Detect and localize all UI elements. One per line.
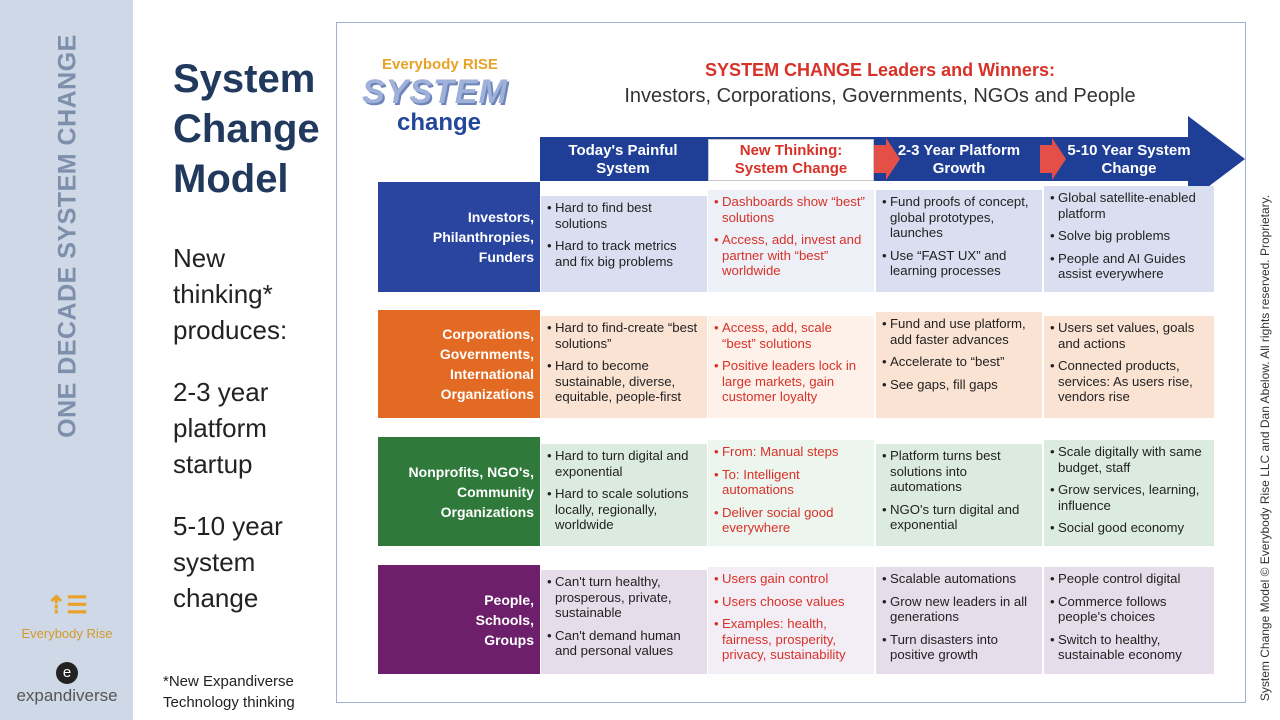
column-header-today xyxy=(540,139,706,181)
cell-people-system-change xyxy=(1044,567,1214,674)
row-label-people: People, Schools, Groups xyxy=(378,565,540,674)
row-label-investors: Investors, Philanthropies, Funders xyxy=(378,182,540,292)
cell-bullet: • Users set values, goals and actions xyxy=(1050,320,1208,351)
text-block-platform-startup xyxy=(173,374,268,482)
text-line: 5-10 year xyxy=(173,511,283,541)
cell-bullet: • Hard to become sustainable, diverse, equitable, people-first xyxy=(547,358,701,405)
cell-bullet: • Grow services, learning, influence xyxy=(1050,482,1208,513)
text-line: system xyxy=(173,547,256,577)
cell-corporations-new-thinking xyxy=(708,316,874,418)
cell-bullet: • Social good economy xyxy=(1050,520,1208,536)
cell-corporations-system-change xyxy=(1044,316,1214,418)
text-line: platform xyxy=(173,413,267,443)
text-line: thinking* xyxy=(173,279,273,309)
cell-bullet: • Deliver social good everywhere xyxy=(714,505,868,536)
expandiverse-logo xyxy=(10,662,124,706)
figure-heading xyxy=(560,60,1200,108)
text-line: produces: xyxy=(173,315,288,345)
cell-bullet: • Grow new leaders in all generations xyxy=(882,594,1036,625)
cell-bullet: • Switch to healthy, sustainable economy xyxy=(1050,632,1208,663)
cell-corporations-today xyxy=(541,316,707,418)
rising-arrows-icon: ⇡☰ xyxy=(46,592,88,619)
footnote-line: Technology thinking xyxy=(163,694,295,711)
copyright-notice: System Change Model © Everybody Rise LLC and Dan Abelow. All rights reserved. Proprietary. xyxy=(1258,194,1272,702)
column-header-text: 5-10 Year System Change xyxy=(1067,142,1191,177)
logo-system-word: SYSTEM xyxy=(362,73,508,111)
cell-bullet: • People control digital xyxy=(1050,571,1208,587)
cell-bullet: • See gaps, fill gaps xyxy=(882,377,1036,393)
heading-leaders: SYSTEM CHANGE Leaders and Winners: xyxy=(705,60,1055,80)
cell-bullet: • NGO's turn digital and exponential xyxy=(882,502,1036,533)
title-line: System xyxy=(173,57,316,101)
cell-people-platform xyxy=(876,567,1042,674)
cell-bullet: • Connected products, services: As users rise, vendors rise xyxy=(1050,358,1208,405)
cell-nonprofits-platform xyxy=(876,444,1042,546)
cell-corporations-platform xyxy=(876,312,1042,418)
cell-bullet: • Users gain control xyxy=(714,571,868,587)
cell-investors-new-thinking xyxy=(708,190,874,292)
text-line: New xyxy=(173,243,226,273)
logo-everybody-rise: Everybody RISE xyxy=(382,56,498,73)
cell-bullet: • Users choose values xyxy=(714,594,868,610)
expandiverse-logo-text: expandiverse xyxy=(16,686,118,705)
cell-bullet: • Use “FAST UX” and learning processes xyxy=(882,248,1036,279)
cell-bullet: • Fund proofs of concept, global prototypes, launches xyxy=(882,194,1036,241)
cell-bullet: • Hard to track metrics and fix big problems xyxy=(547,238,701,269)
cell-bullet: • People and AI Guides assist everywhere xyxy=(1050,251,1208,282)
cell-bullet: • Hard to find-create “best solutions” xyxy=(547,320,701,351)
cell-bullet: • To: Intelligent automations xyxy=(714,467,868,498)
cell-bullet: • Scale digitally with same budget, staff xyxy=(1050,444,1208,475)
cell-people-today xyxy=(541,570,707,674)
logo-change-word: change xyxy=(397,109,482,136)
cell-bullet: • Can't demand human and personal values xyxy=(547,628,701,659)
cell-nonprofits-system-change xyxy=(1044,440,1214,546)
title-line: Model xyxy=(173,157,289,201)
everybody-rise-logo xyxy=(14,592,120,641)
text-line: change xyxy=(173,583,259,613)
everybody-rise-logo-text: Everybody Rise xyxy=(21,626,113,641)
cell-bullet: • Solve big problems xyxy=(1050,228,1208,244)
cell-people-new-thinking xyxy=(708,567,874,674)
cell-bullet: • Can't turn healthy, prosperous, private, sustainable xyxy=(547,574,701,621)
vertical-title: ONE DECADE SYSTEM CHANGE xyxy=(53,34,82,438)
cell-investors-system-change xyxy=(1044,186,1214,292)
cell-bullet: • Access, add, scale “best” solutions xyxy=(714,320,868,351)
cell-bullet: • Turn disasters into positive growth xyxy=(882,632,1036,663)
cell-investors-today xyxy=(541,196,707,292)
cell-nonprofits-new-thinking xyxy=(708,440,874,546)
column-header-new-thinking xyxy=(708,139,874,181)
footnote xyxy=(163,671,295,713)
cell-investors-platform xyxy=(876,190,1042,292)
heading-audiences: Investors, Corporations, Governments, NGOs and People xyxy=(624,85,1136,107)
cell-bullet: • Hard to find best solutions xyxy=(547,200,701,231)
text-block-system-change xyxy=(173,508,283,616)
cell-bullet: • Commerce follows people's choices xyxy=(1050,594,1208,625)
cell-bullet: • Hard to turn digital and exponential xyxy=(547,448,701,479)
cell-bullet: • From: Manual steps xyxy=(714,444,868,460)
cell-bullet: • Accelerate to “best” xyxy=(882,354,1036,370)
page-title xyxy=(173,54,320,204)
column-header-text: Today's Painful System xyxy=(568,142,678,177)
sidebar xyxy=(0,0,133,720)
column-header-system-change xyxy=(1044,139,1214,181)
cell-bullet: • Hard to scale solutions locally, regionally, worldwide xyxy=(547,486,701,533)
cell-bullet: • Global satellite-enabled platform xyxy=(1050,190,1208,221)
cell-bullet: • Scalable automations xyxy=(882,571,1036,587)
cell-bullet: • Dashboards show “best” solutions xyxy=(714,194,868,225)
column-header-text: New Thinking: System Change xyxy=(734,142,848,177)
column-header-text: 2-3 Year Platform Growth xyxy=(897,142,1021,177)
cell-bullet: • Platform turns best solutions into automations xyxy=(882,448,1036,495)
text-line: startup xyxy=(173,449,253,479)
system-change-logo xyxy=(362,56,537,137)
expandiverse-e-icon: e xyxy=(56,662,78,684)
column-header-platform-growth xyxy=(876,139,1042,181)
title-line: Change xyxy=(173,107,320,151)
cell-bullet: • Fund and use platform, add faster advances xyxy=(882,316,1036,347)
cell-nonprofits-today xyxy=(541,444,707,546)
cell-bullet: • Examples: health, fairness, prosperity, privacy, sustainability xyxy=(714,616,868,663)
cell-bullet: • Access, add, invest and partner with “best” worldwide xyxy=(714,232,868,279)
row-label-nonprofits: Nonprofits, NGO's, Community Organizations xyxy=(378,437,540,546)
footnote-line: *New Expandiverse xyxy=(163,673,294,690)
text-block-new-thinking xyxy=(173,240,287,348)
text-line: 2-3 year xyxy=(173,377,269,407)
cell-bullet: • Positive leaders lock in large markets, gain customer loyalty xyxy=(714,358,868,405)
row-label-corporations: Corporations, Governments, International Organizations xyxy=(378,310,540,418)
